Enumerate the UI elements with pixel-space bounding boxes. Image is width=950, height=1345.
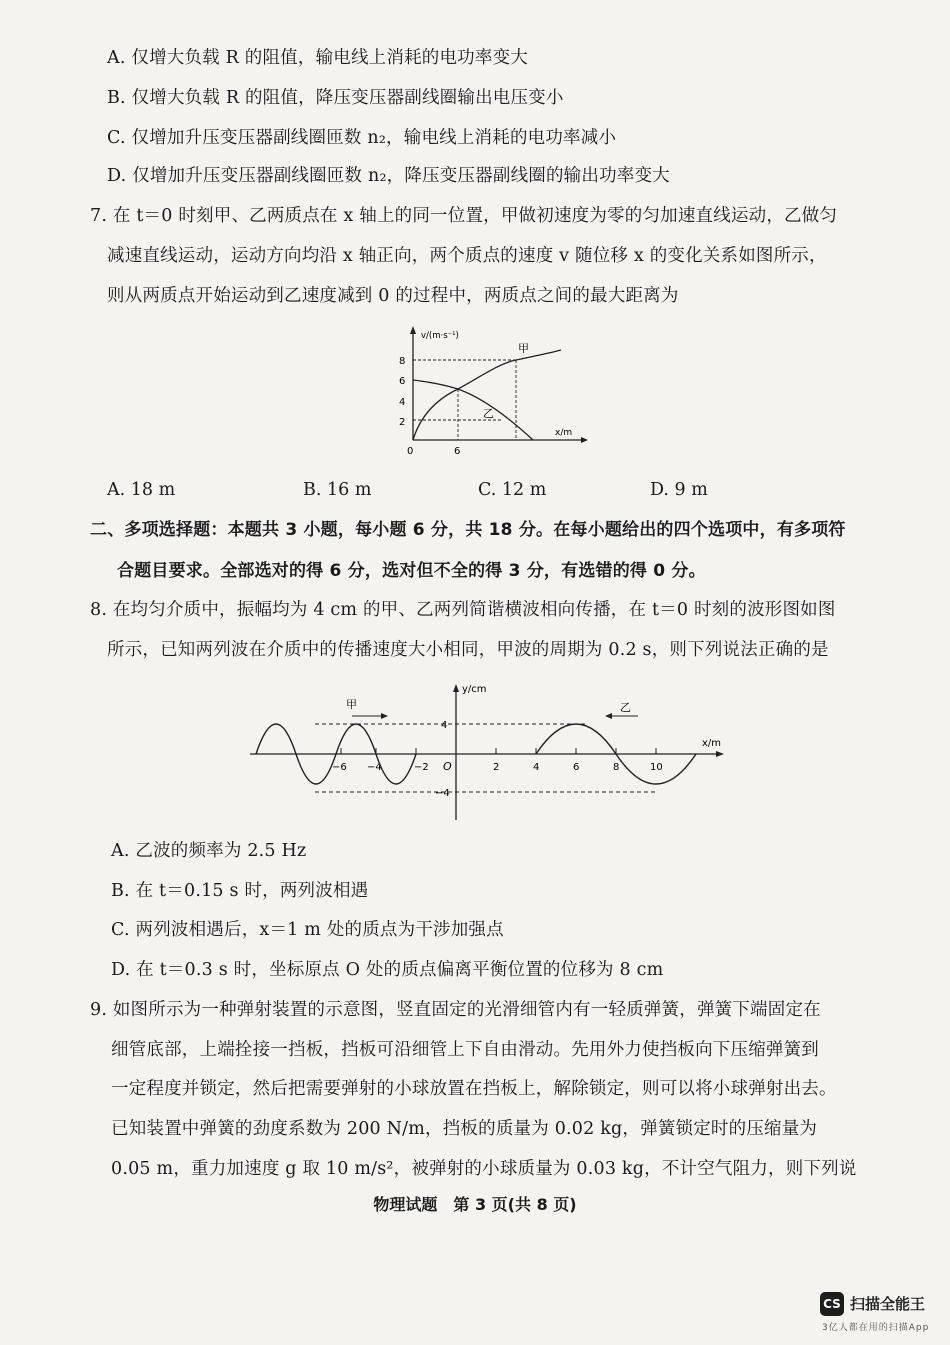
q8-label-yi: 乙 [620, 701, 631, 714]
q7-stem-line-1: 7. 在 t＝0 时刻甲、乙两质点在 x 轴上的同一位置，甲做初速度为零的匀加速直线运动，乙做匀 [90, 206, 838, 226]
q8-ytick-4: 4 [441, 720, 448, 731]
q7-ytick-2: 2 [399, 417, 406, 428]
q7-ylabel: v/(m·s⁻¹) [421, 331, 459, 341]
q8-xtick-neg6: −6 [332, 762, 347, 773]
q7-option-b: B. 16 m [303, 480, 372, 500]
q8-option-b: B. 在 t＝0.15 s 时，两列波相遇 [111, 881, 369, 901]
q7-curve-yi [413, 380, 533, 440]
q8-stem-line-1: 8. 在均匀介质中，振幅均为 4 cm 的甲、乙两列简谐横波相向传播，在 t＝0 时刻的波形图如图 [90, 600, 836, 620]
q8-option-c: C. 两列波相遇后，x＝1 m 处的质点为干涉加强点 [111, 920, 504, 940]
camscanner-tagline: 3亿人都在用的扫描App [822, 1323, 930, 1333]
q7-stem-line-3: 则从两质点开始运动到乙速度减到 0 的过程中，两质点之间的最大距离为 [107, 286, 679, 306]
q9-stem-line-2: 细管底部，上端拴接一挡板，挡板可沿细管上下自由滑动。先用外力使挡板向下压缩弹簧到 [111, 1040, 819, 1060]
q9-stem-line-5: 0.05 m，重力加速度 g 取 10 m/s²，被弹射的小球质量为 0.03 kg，不计空气阻力，则下列说 [111, 1159, 857, 1179]
q8-ytick-neg4: −4 [435, 788, 450, 799]
q7-ytick-4: 4 [399, 397, 406, 408]
q8-xtick-8: 8 [613, 762, 620, 773]
section2-heading-line-2: 合题目要求。全部选对的得 6 分，选对但不全的得 3 分，有选错的得 0 分。 [117, 561, 706, 581]
q8-stem-line-2: 所示，已知两列波在介质中的传播速度大小相同，甲波的周期为 0.2 s，则下列说法正确的是 [107, 640, 829, 660]
q8-xlabel: x/m [702, 738, 722, 749]
page-footer: 物理试题 第 3 页(共 8 页) [373, 1195, 577, 1214]
q8-origin-label: O [443, 760, 452, 773]
q9-stem-line-3: 一定程度并锁定，然后把需要弹射的小球放置在挡板上，解除锁定，则可以将小球弹射出去。 [111, 1079, 837, 1099]
q7-curve-jia [413, 350, 561, 440]
q7-xlabel: x/m [555, 428, 573, 438]
q8-xtick-2: 2 [493, 762, 500, 773]
q7-xtick-6: 6 [454, 446, 461, 457]
q8-xtick-10: 10 [650, 762, 663, 773]
camscanner-logo-icon: CS [820, 1292, 844, 1316]
camscanner-name: 扫描全能王 [850, 1295, 926, 1313]
q6-option-a: A. 仅增大负载 R 的阻值，输电线上消耗的电功率变大 [107, 48, 528, 68]
q8-wave-graph [250, 678, 730, 828]
q7-ytick-6: 6 [399, 376, 406, 387]
q7-ytick-8: 8 [399, 356, 406, 367]
q8-xtick-neg4: −4 [367, 762, 382, 773]
q8-ylabel: y/cm [462, 684, 487, 695]
q8-xtick-4: 4 [533, 762, 540, 773]
q7-option-d: D. 9 m [650, 480, 708, 500]
q6-option-d: D. 仅增加升压变压器副线圈匝数 n₂，降压变压器副线圈的输出功率变大 [107, 166, 670, 186]
q8-option-d: D. 在 t＝0.3 s 时，坐标原点 O 处的质点偏离平衡位置的位移为 8 cm [111, 960, 664, 980]
q7-option-a: A. 18 m [107, 480, 176, 500]
q9-stem-line-4: 已知装置中弹簧的劲度系数为 200 N/m，挡板的质量为 0.02 kg，弹簧锁定时的压缩量为 [111, 1119, 818, 1139]
q8-label-jia: 甲 [346, 698, 357, 711]
q8-option-a: A. 乙波的频率为 2.5 Hz [111, 841, 307, 861]
q8-xtick-6: 6 [573, 762, 580, 773]
q7-stem-line-2: 减速直线运动，运动方向均沿 x 轴正向，两个质点的速度 v 随位移 x 的变化关系如图所示， [107, 246, 827, 266]
q6-option-c: C. 仅增加升压变压器副线圈匝数 n₂，输电线上消耗的电功率减小 [107, 128, 617, 148]
section2-heading-line-1: 二、多项选择题：本题共 3 小题，每小题 6 分，共 18 分。在每小题给出的四个选项中，有多项符 [90, 520, 846, 540]
q7-label-yi: 乙 [483, 407, 494, 420]
q7-label-jia: 甲 [518, 342, 529, 355]
q8-xtick-neg2: −2 [414, 762, 429, 773]
q6-option-b: B. 仅增大负载 R 的阻值，降压变压器副线圈输出电压变小 [107, 88, 564, 108]
q9-stem-line-1: 9. 如图所示为一种弹射装置的示意图，竖直固定的光滑细管内有一轻质弹簧，弹簧下端固定在 [90, 1000, 821, 1020]
q7-option-c: C. 12 m [478, 480, 547, 500]
q7-velocity-displacement-graph [385, 322, 595, 462]
q7-xtick-0: 0 [407, 446, 414, 457]
